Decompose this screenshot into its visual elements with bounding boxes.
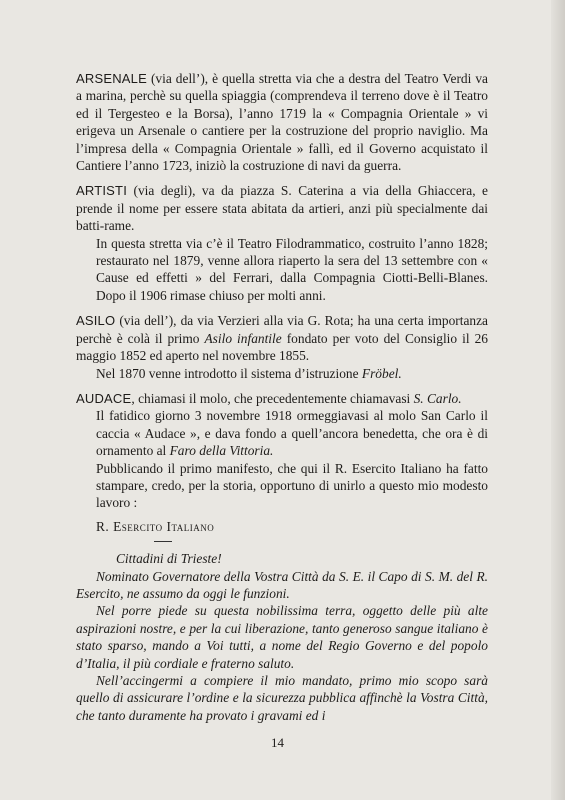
entry-italic: Faro della Vittoria.: [169, 443, 274, 459]
proclamation-salutation: Cittadini di Trieste!: [116, 551, 222, 567]
proclamation-paragraph: Nell’accingermi a compiere il mio mandato, primo mio scopo sarà quello di assicurare l’ordine e la sicurezza pubblica affinchè la Vostra Città, che tanto duramente ha provato i gravami ed i: [76, 673, 488, 723]
entry-text: fondato per voto del Consiglio il 26 maggio 1852 ed aperto nel novembre 1855.: [76, 330, 488, 364]
entry-artisti: [76, 182, 488, 304]
entry-text: Nel 1870 venne introdotto il sistema d’istruzione: [96, 365, 362, 381]
entry-paragraph: [76, 182, 488, 234]
divider-rule: [154, 541, 172, 542]
entry-headword: AUDACE: [76, 390, 132, 406]
entry-headword: ARTISTI: [76, 183, 128, 199]
entry-paragraph: [76, 390, 488, 407]
entry-text: , chiamasi il molo, che precedentemente chiamavasi: [131, 390, 414, 406]
proclamation-signature: R. Esercito Italiano: [96, 518, 215, 534]
proclamation-paragraph: Nel porre piede su questa nobilissima terra, oggetto delle più alte aspirazioni nostre, e per la cui liberazione, tanto generoso sangue italiano è stato sparso, mando a Voi tutti, a nome del Regio Governo e del popolo d’Italia, il più cordiale e fraterno saluto.: [76, 603, 488, 671]
proclamation-paragraph: Nominato Governatore della Vostra Città da S. E. il Capo di S. M. del R. Esercito, ne assumo da oggi le funzioni.: [76, 568, 488, 601]
entry-headword: ARSENALE: [76, 71, 147, 86]
entry-paragraph: [76, 312, 488, 364]
entry-italic: S. Carlo.: [413, 390, 462, 406]
entry-paragraph: [76, 365, 488, 382]
entry-text: (via dell’), è quella stretta via che a destra del Teatro Verdi va a marina, perchè su quella spiaggia (comprendeva il terreno dove è il Teatro ed il Tergesteo e la Borsa), l’anno 1719 la « Compagnia Orientale » vi erigeva un Arsenale o cantiere per la costruzione del proprio naviglio. Ma l’impresa della « Compagnia Orientale » fallì, ed il Governo acquistato il Cantiere l’anno 1723, iniziò la costruzione di navi da guerra.: [76, 71, 488, 174]
page-number: 14: [271, 735, 284, 750]
entry-asilo: [76, 312, 488, 382]
entry-headword: ASILO: [76, 313, 116, 329]
entry-text: Il fatidico giorno 3 novembre 1918 ormeggiavasi al molo San Carlo il caccia « Audace », e dava fondo a quell’ancora benedetta, che ora è di ornamento al: [96, 408, 488, 459]
entry-paragraph: [76, 70, 488, 174]
page-spine-shadow: [551, 0, 565, 800]
entry-arsenale: [76, 70, 488, 174]
entry-text: (via degli), va da piazza S. Caterina a via della Ghiaccera, e prende il nome per essere stata abitata da artieri, anzi più specialmente dai batti-rame.: [76, 183, 488, 234]
entry-paragraph: In questa stretta via c’è il Teatro Filodrammatico, costruito l’anno 1828; restaurato nel 1879, venne allora riaperto la sera del 13 settembre con « Cause ed effetti » del Ferrari, dalla Compagnia Ciotti-Belli-Blanes. Dopo il 1906 rimase chiuso per molti anni.: [96, 235, 488, 303]
entry-italic: Asilo infantile: [204, 330, 282, 346]
entry-text: (via dell’), da via Verzieri alla via G. Rota; ha una certa importanza perchè è colà il primo: [76, 313, 488, 346]
entry-paragraph: Pubblicando il primo manifesto, che qui il R. Esercito Italiano ha fatto stampare, credo, per la storia, opportuno di unirlo a questo mio modesto lavoro :: [96, 460, 488, 511]
entry-paragraph: [76, 407, 488, 459]
entry-italic: Fröbel.: [361, 365, 402, 381]
entry-audace: [76, 390, 488, 724]
page-body: [76, 70, 488, 732]
